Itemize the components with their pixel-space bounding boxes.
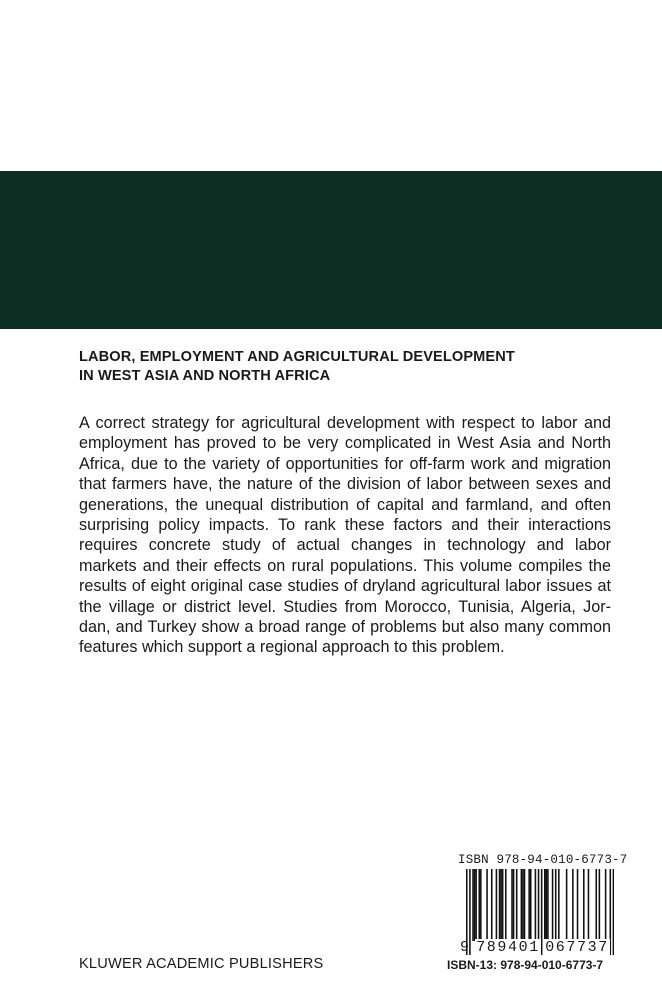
description-line: A correct strategy for agricultural development with respect to labor and — [79, 414, 611, 432]
book-description — [79, 413, 611, 658]
description-line: requires concrete study of actual changes in technology and labor — [79, 536, 611, 555]
isbn-text-top: ISBN 978-94-010-6773-7 — [458, 853, 628, 867]
barcode-bar — [521, 869, 523, 941]
barcode-bar — [546, 869, 548, 941]
barcode-bar — [605, 869, 607, 941]
barcode-bar — [474, 869, 476, 941]
barcode-digit-first: 9 — [460, 939, 470, 956]
barcode-bar — [472, 869, 474, 941]
description-line: markets and their effects on rural populations. This volume compiles the — [79, 556, 611, 575]
barcode-bar — [502, 869, 504, 941]
isbn13-text: ISBN-13: 978-94-010-6773-7 — [447, 958, 604, 972]
barcode-bar — [499, 869, 501, 941]
description-line: the village or district level. Studies from Morocco, Tunisia, Algeria, Jor- — [79, 597, 611, 616]
barcode-bar — [500, 869, 502, 941]
description-line: features which support a regional approach to this problem. — [79, 638, 505, 657]
barcode-bar — [535, 869, 537, 941]
barcode-bar — [595, 869, 597, 941]
barcode-bar — [566, 869, 568, 941]
barcode-digits-right: 067737 — [545, 939, 609, 956]
barcode-bar — [530, 869, 532, 941]
description-line: that farmers have, the nature of the division of labor between sexes and — [79, 475, 611, 494]
barcode-bar — [558, 869, 560, 941]
barcode-bar — [552, 869, 554, 941]
barcode-bar — [572, 869, 574, 941]
barcode-bar — [577, 869, 579, 941]
barcode-bar — [547, 869, 549, 941]
barcode-bar — [475, 869, 477, 941]
title-line-2: IN WEST ASIA AND NORTH AFRICA — [79, 368, 331, 384]
barcode-digits-left: 789401 — [476, 939, 540, 956]
barcode-bar — [496, 869, 498, 941]
barcode-bar — [511, 869, 513, 941]
description-line: Africa, due to the variety of opportunities for off-farm work and migration — [79, 454, 611, 473]
cover-color-band — [0, 171, 662, 329]
description-line: employment has proved to be very complicated in West Asia and North — [79, 434, 611, 453]
barcode-bar — [522, 869, 524, 941]
barcode-bar — [555, 869, 557, 941]
barcode-bar — [480, 869, 482, 941]
barcode-bar — [524, 869, 526, 941]
barcode-bar — [486, 869, 488, 941]
description-line: dan, and Turkey show a broad range of problems but also many common — [79, 618, 611, 637]
book-title — [79, 348, 619, 386]
publisher-name: KLUWER ACADEMIC PUBLISHERS — [79, 956, 324, 972]
barcode-bar — [583, 869, 585, 941]
barcode-digits — [458, 939, 614, 957]
barcode-bar — [544, 869, 546, 941]
description-line: generations, the unequal distribution of capital and farmland, and often — [79, 495, 611, 514]
description-line: surprising policy impacts. To rank these factors and their interactions — [79, 516, 611, 535]
barcode-bar — [588, 869, 590, 941]
barcode-bar — [505, 869, 507, 941]
barcode-bar — [516, 869, 518, 941]
barcode-bar — [478, 869, 480, 941]
description-line: results of eight original case studies of dryland agricultural labor issues at — [79, 577, 611, 596]
title-line-1: LABOR, EMPLOYMENT AND AGRICULTURAL DEVELOPMENT — [79, 349, 515, 365]
barcode-bar — [491, 869, 493, 941]
barcode-bar — [528, 869, 530, 941]
barcode-bar — [599, 869, 601, 941]
barcode-bar — [513, 869, 515, 941]
